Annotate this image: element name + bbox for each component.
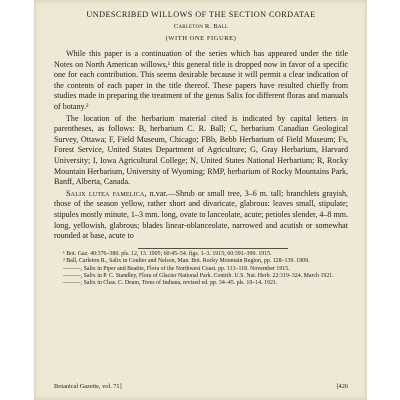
footnote-item: ¹ Bot. Gaz. 40:376–380. pls. 12, 13. 1905; 60:45–54. figs. 1–3. 1915; 60:391–399. 1915. (63, 250, 272, 257)
figure-note: (WITH ONE FIGURE) (165, 35, 237, 42)
article-author: Carleton R. Ball (173, 23, 229, 30)
footnote-item: ² Ball, Carleton R., Salix in Coulter and Nelson, Man. Bot. Rocky Mountain Region, pp. 128–139. 1909. (63, 258, 310, 265)
footnote-item: ———, Salix in Chas. C. Deam, Trees of Indiana, revised ed. pp. 34–45. pls. 10–14. 1921. (63, 280, 278, 287)
page-number: [426 (336, 383, 348, 390)
species-name: Salix lutea famelica, (66, 188, 147, 198)
journal-page (34, 0, 367, 400)
paragraph-species-description (54, 189, 348, 242)
species-description: n.var.—Shrub or small tree, 3–6 m. tall; branchlets grayish, those of the season yellow, rather short and divaricate, glabrous: leaves small, stipulate; stipules mostly minute, 1–3 mm. long, ovate to lanceolate, acute; petioles slender, 4–8 mm. long, yellowish, glabrous; blades linear-oblanceolate, narrowed and acutish or somewhat rounded at base, acute to (54, 188, 349, 241)
paragraph-intro: While this paper is a continuation of the series which has appeared under the title Notes on North American willows,¹ this general title is dropped now in favor of a specific one for each contribution. This seems desirable because it will permit a clear indication of the contents of each paper in the title thereof. These papers have resulted chiefly from studies made in preparing the treatment of the genus Salix for different floras and manuals of botany.² (54, 49, 348, 111)
page-content (54, 9, 348, 288)
journal-citation: Botanical Gazette, vol. 71] (54, 383, 122, 390)
footnote-divider (138, 248, 288, 249)
paragraph-herbaria: The location of the herbarium material cited is indicated by capital letters in parentheses, as follows: B, herbarium C. R. Ball; C, herbarium Canadian Geological Survey, Ottawa; F, Field Museum, Chicago; FBb, Bebb Herbarium of Field Museum; Fs, Forest Service, United States Department of Agriculture; G, Gray Herbarium, Harvard University; I, Iowa Agricultural College; N, United States National Herbarium; R, Rocky Mountain Herbarium, University of Wyoming; RMP, herbarium of Rocky Mountains Park, Banff, Alberta, Canada. (54, 113, 348, 187)
article-title: UNDESCRIBED WILLOWS OF THE SECTION CORDATAE (86, 10, 316, 19)
footnotes (54, 251, 348, 288)
footnote-item: ———, Salix in P. C. Standley, Flora of Glacier National Park. Contrib. U.S. Nat. Herb. 22:319–324. March 1921. (63, 272, 334, 279)
footnote-item: ———, Salix in Piper and Beattie, Flora of the Northwest Coast. pp. 113–118. November 1915. (63, 265, 290, 272)
page-footer (54, 383, 348, 391)
